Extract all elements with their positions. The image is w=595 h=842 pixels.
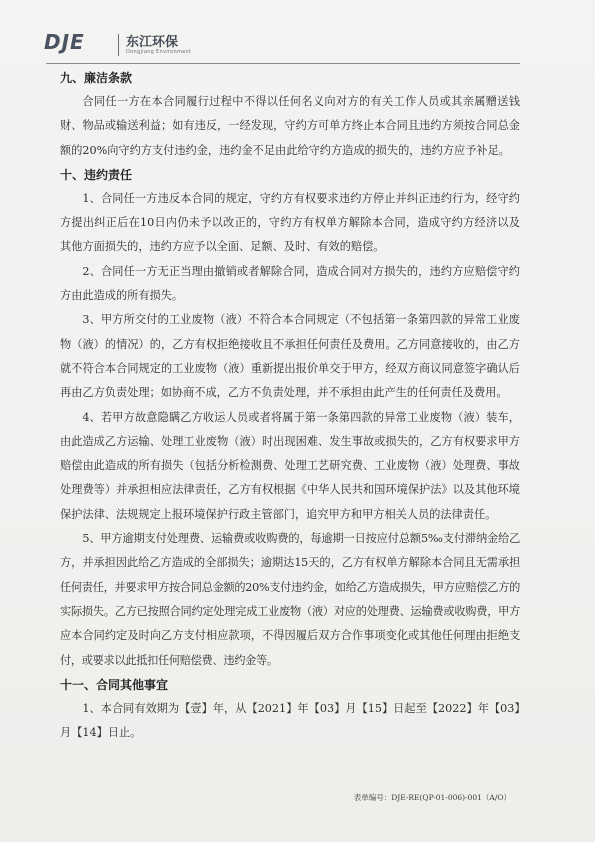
section-paragraph: 5、甲方逾期支付处理费、运输费或收购费的，每逾期一日按应付总额5‰支付滞纳金给乙方，并承担因此给乙方造成的全部损失；逾期达15天的，乙方有权单方解除本合同且无需承担任何责任，并要求甲方按合同总金额的20%支付违约金，如给乙方造成损失，甲方应赔偿乙方的实际损失。乙方已按照合同约定处理完成工业废物（液）对应的处理费、运输费或收购费，甲方应本合同约定及时向乙方支付相应款项，不得因履后双方合作事项变化或其他任何理由拒绝支付，或要求以此抵扣任何赔偿费、违约金等。 — [60, 532, 520, 667]
section-paragraph: 2、合同任一方无正当理由撤销或者解除合同，造成合同对方损失的，违约方应赔偿守约方由此造成的所有损失。 — [60, 264, 520, 303]
company-name: 东江环保 — [126, 35, 179, 50]
section-paragraph: 1、合同任一方违反本合同的规定，守约方有权要求违约方停止并纠正违约行为，经守约方提出纠正后在10日内仍未予以改正的，守约方有权单方解除本合同，造成守约方经济以及其他方面损失的，违约方应予以全面、足额、及时、有效的赔偿。 — [60, 191, 520, 254]
section-breach-liability — [60, 163, 520, 673]
section-integrity-clause — [60, 66, 520, 163]
form-number: 表单编号：DJE-RE(QP-01-006)-001（A/O） — [353, 793, 511, 802]
contract-body — [60, 66, 520, 745]
letterhead — [44, 28, 564, 62]
header-divider — [46, 63, 520, 64]
logo-divider — [118, 34, 119, 56]
section-paragraph: 合同任一方在本合同履行过程中不得以任何名义向对方的有关工作人员或其亲属赠送钱财、物品或输送利益；如有违反，一经发现，守约方可单方终止本合同且违约方须按合同总金额的20%向守约方支付违约金，违约金不足由此给守约方造成的损失的，违约方应予补足。 — [60, 95, 520, 157]
section-heading: 十、违约责任 — [60, 167, 133, 182]
section-paragraph: 3、甲方所交付的工业废物（液）不符合本合同规定（不包括第一条第四款的异常工业废物（液）的情况）的，乙方有权拒绝接收且不承担任何责任及费用。乙方同意接收的，由乙方就不符合本合同规定的工业废物（液）重新提出报价单交于甲方，经双方商议同意签字确认后再由乙方负责处理；如协商不成，乙方不负责处理，并不承担由此产生的任何责任及费用。 — [60, 313, 520, 400]
section-heading: 十一、合同其他事宜 — [60, 677, 169, 692]
section-paragraph: 1、本合同有效期为【壹】年，从【2021】年【03】月【15】日起至【2022】年【03】月【14】日止。 — [60, 701, 520, 740]
company-logo: DJE — [44, 30, 85, 54]
company-name-en: Dongjiang Environment — [126, 49, 192, 55]
section-paragraph: 4、若甲方故意隐瞒乙方收运人员或者将属于第一条第四款的异常工业废物（液）装车，由此造成乙方运输、处理工业废物（液）时出现困难、发生事故或损失的，乙方有权要求甲方赔偿由此造成的所有损失（包括分析检测费、处理工艺研究费、工业废物（液）处理费、事故处理费等）并承担相应法律责任，乙方有权根据《中华人民共和国环境保护法》以及其他环境保护法律、法规规定上报环境保护行政主管部门，追究甲方和甲方相关人员的法律责任。 — [60, 410, 520, 521]
section-other-matters — [60, 673, 520, 746]
section-heading: 九、廉洁条款 — [60, 71, 133, 85]
